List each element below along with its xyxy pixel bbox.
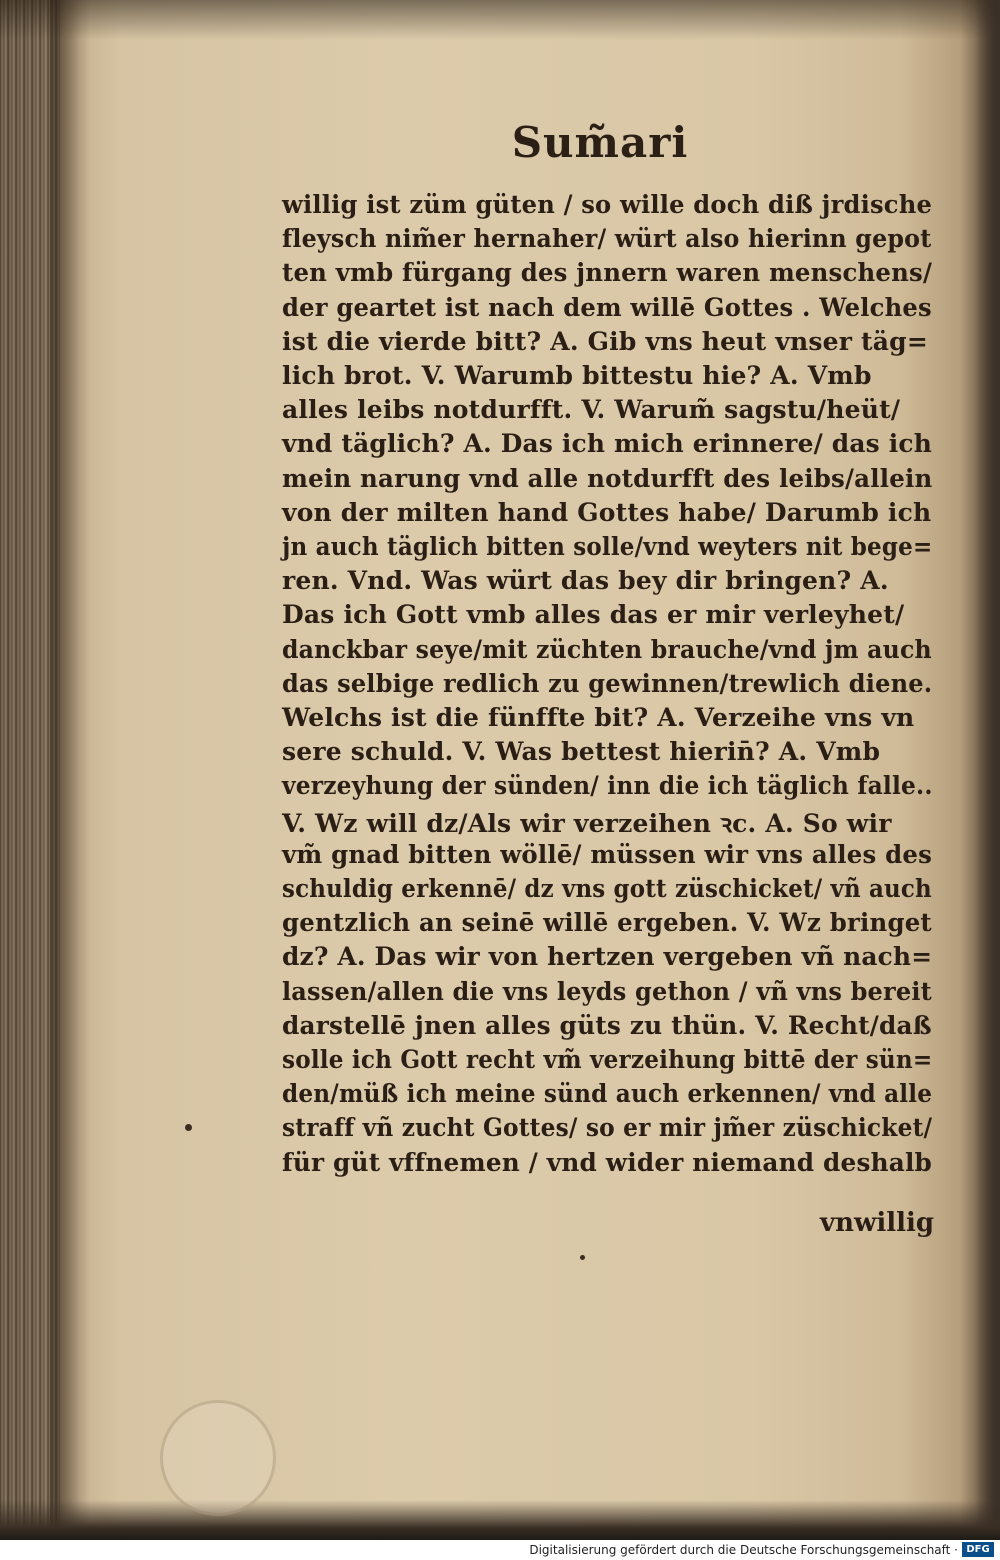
text-line: schuldig erkennē/ dz vns gott züschicket/ vñ auch bbox=[282, 874, 932, 903]
top-shadow bbox=[0, 0, 1000, 40]
text-line: danckbar seye/mit züchten brauche/vnd jm auch bbox=[282, 634, 932, 664]
text-line: alles leibs notdurfft. V. Warum̃ sagstu/heüt/ bbox=[282, 395, 901, 425]
text-line: Das ich Gott vmb alles das er mir verleyhet/ bbox=[282, 600, 905, 630]
text-line: sere schuld. V. Was bettest hierin̄? A. Vmb bbox=[282, 737, 881, 767]
text-line: darstellē jnen alles güts zu thün. V. Recht/daß bbox=[282, 1010, 932, 1040]
text-line: jn auch täglich bitten solle/vnd weyters nit bege= bbox=[282, 532, 933, 561]
text-line: lassen/allen die vns leyds gethon / vñ vns bereit bbox=[282, 976, 932, 1006]
text-line: mein narung vnd alle notdurfft des leibs/allein bbox=[282, 463, 933, 493]
dfg-logo: DFG bbox=[962, 1542, 994, 1557]
text-line: das selbige redlich zu gewinnen/trewlich diene. bbox=[282, 668, 933, 698]
text-line: vnd täglich? A. Das ich mich erinnere/ das ich bbox=[282, 429, 933, 459]
catchword: vnwillig bbox=[820, 1208, 935, 1238]
running-head: Sum̃ari bbox=[511, 118, 689, 167]
text-line: fleysch nim̃er hernaher/ würt also hierinn gepot bbox=[282, 224, 932, 254]
right-shadow bbox=[975, 0, 1000, 1540]
text-line: solle ich Gott recht vm̃ verzeihung bittē der sün= bbox=[282, 1045, 933, 1074]
text-line: für güt vffnemen / vnd wider niemand deshalb bbox=[282, 1147, 933, 1177]
water-stain bbox=[160, 1400, 276, 1516]
text-line: von der milten hand Gottes habe/ Darumb ich bbox=[282, 497, 932, 527]
text-line: lich brot. V. Warumb bittestu hie? A. Vmb bbox=[282, 361, 872, 390]
text-line: straff vñ zucht Gottes/ so er mir jm̃er züschicket/ bbox=[282, 1113, 933, 1143]
text-line: der geartet ist nach dem willē Gottes . Welches bbox=[282, 292, 932, 322]
footer-credit: Digitalisierung gefördert durch die Deutsche Forschungsgemeinschaft · bbox=[529, 1543, 958, 1557]
text-line: ist die vierde bitt? A. Gib vns heut vnser täg= bbox=[282, 326, 928, 356]
text-line: vm̃ gnad bitten wöllē/ müssen wir vns alles des bbox=[282, 839, 933, 869]
gutter-shadow bbox=[50, 0, 90, 1540]
text-line: V. Wz will dz/Als wir verzeihen ꝛc. A. So wir bbox=[282, 808, 892, 838]
ink-spot bbox=[580, 1255, 585, 1260]
text-line: verzeyhung der sünden/ inn die ich täglich falle.. bbox=[282, 771, 933, 801]
text-line: den/müß ich meine sünd auch erkennen/ vnd alle bbox=[282, 1079, 933, 1109]
text-line: ten vmb fürgang des jnnern waren menschens/ bbox=[282, 258, 933, 288]
text-line: gentzlich an seinē willē ergeben. V. Wz bringet bbox=[282, 908, 932, 938]
text-line: ren. Vnd. Was würt das bey dir bringen? A. bbox=[282, 566, 889, 596]
bottom-shadow bbox=[0, 1500, 1000, 1540]
text-line: Welchs ist die fünffte bit? A. Verzeihe vns vn bbox=[282, 703, 915, 732]
ink-spot bbox=[185, 1124, 192, 1131]
text-line: dz? A. Das wir von hertzen vergeben vñ nach= bbox=[282, 942, 933, 972]
text-line: willig ist züm güten / so wille doch diß jrdische bbox=[282, 190, 933, 219]
